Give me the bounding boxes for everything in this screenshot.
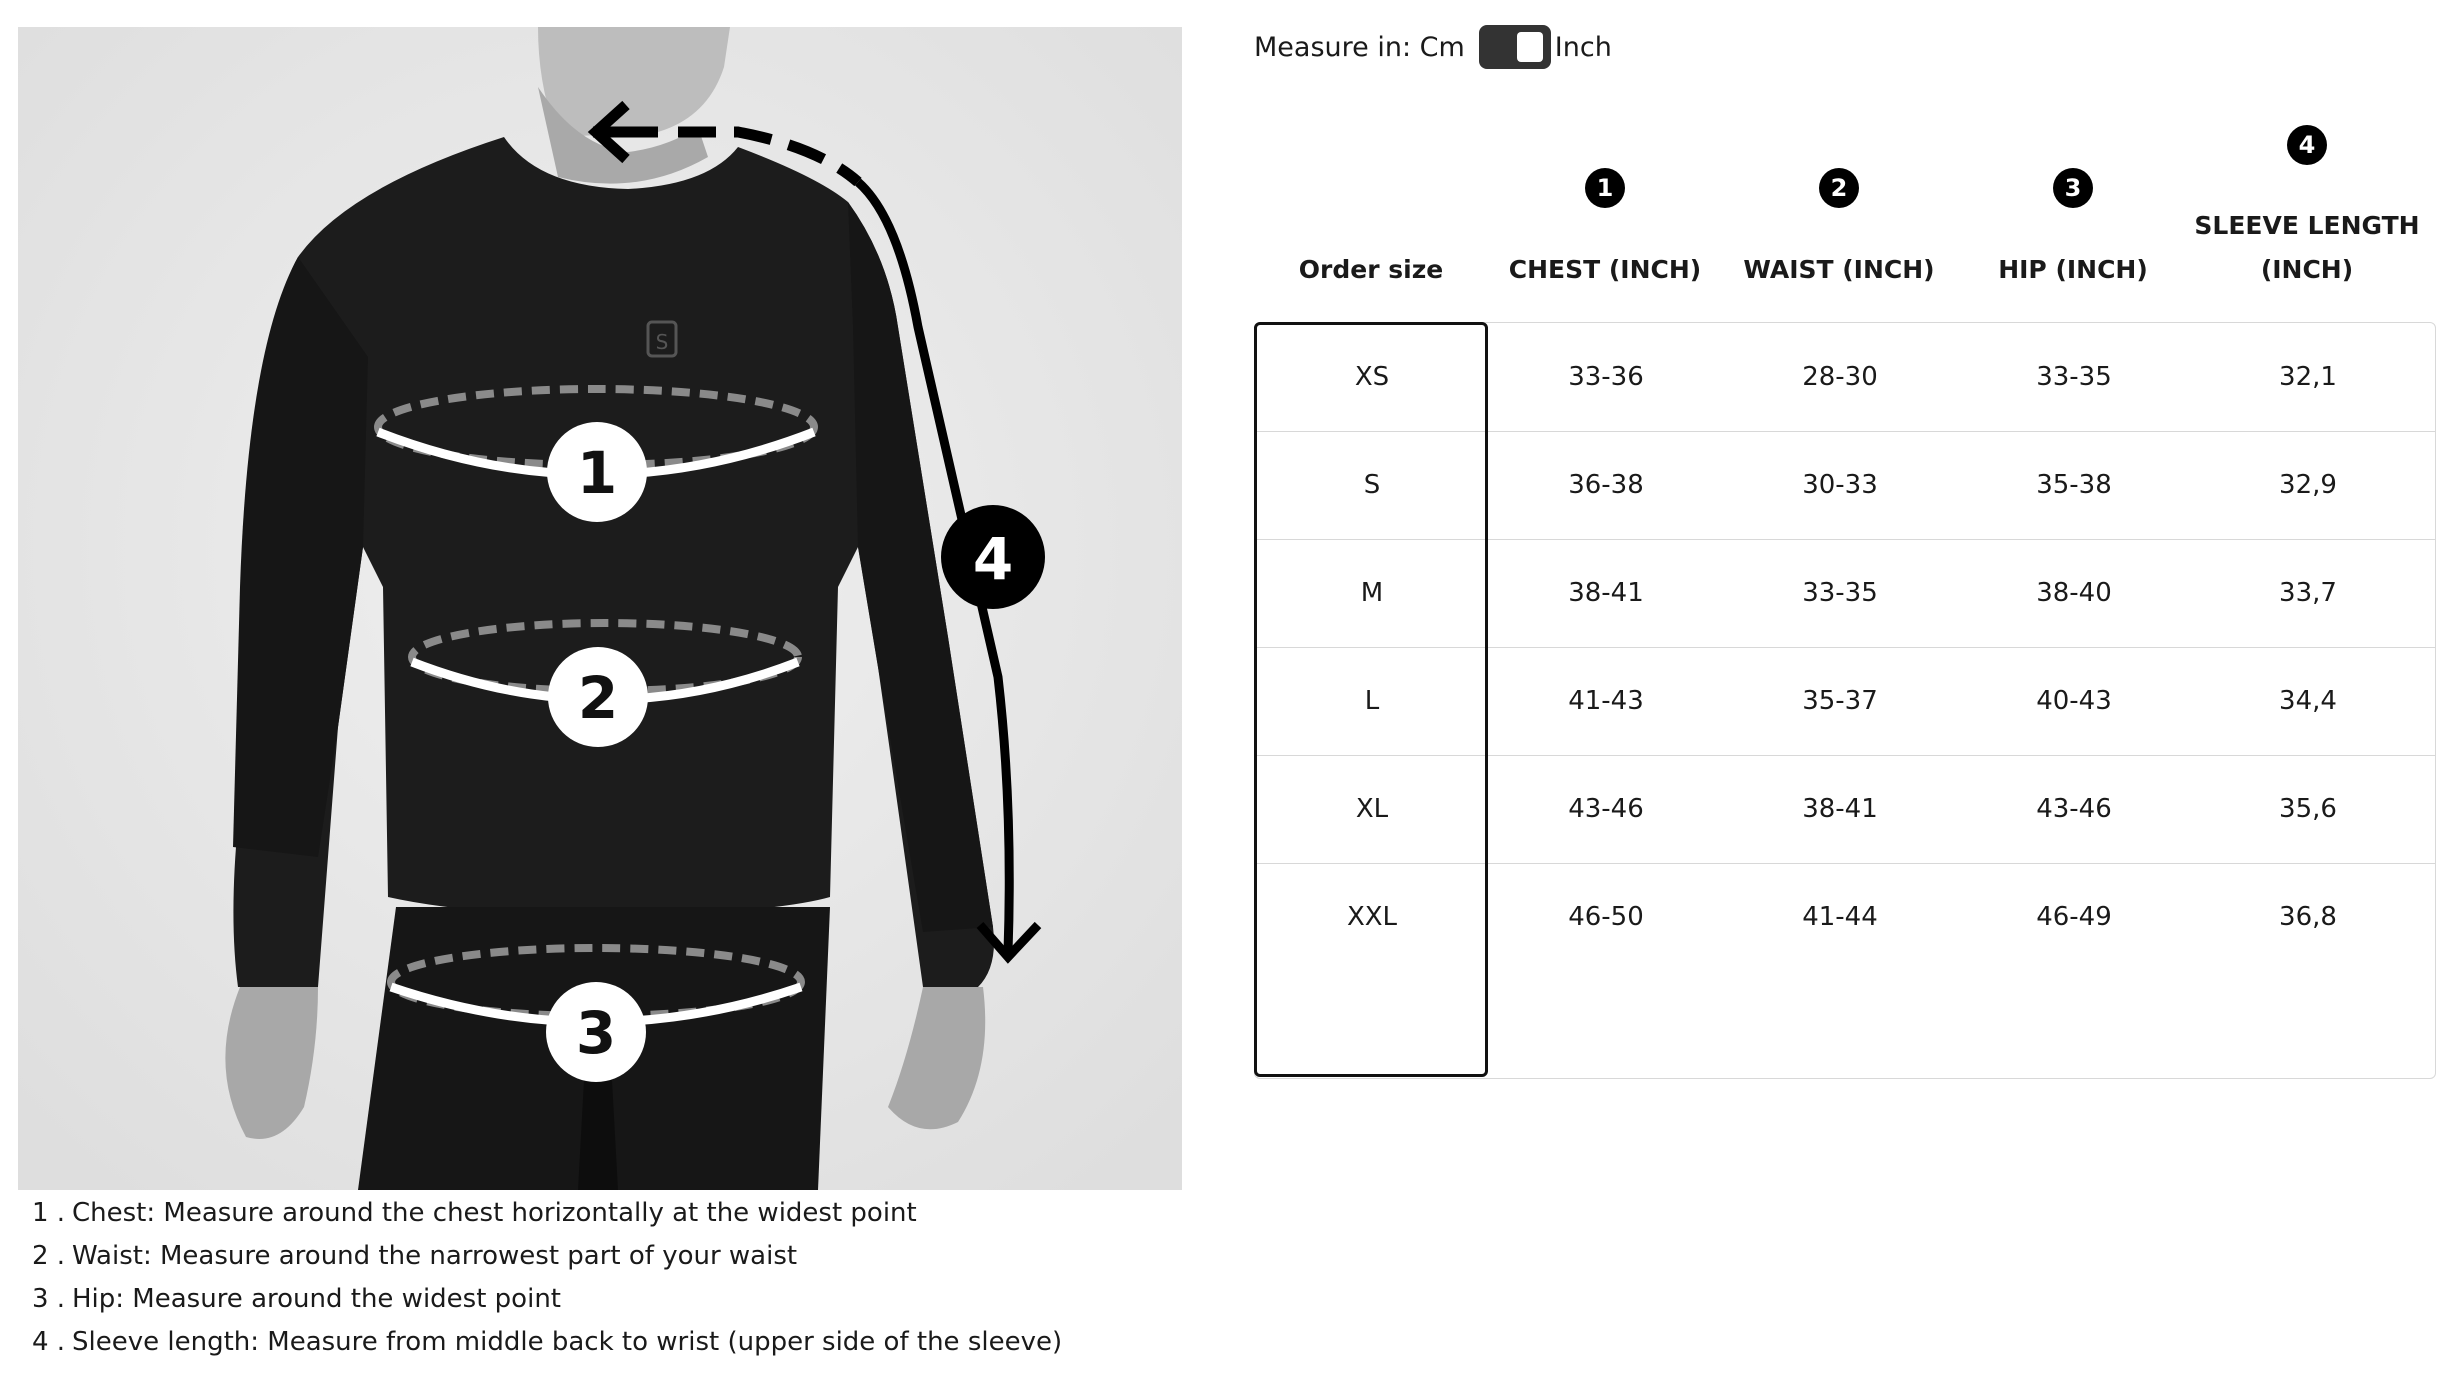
sleeve-number-badge: 4 [2287,125,2327,165]
sleeve-cell: 34,4 [2279,686,2337,716]
waist-cell: 38-41 [1802,794,1878,824]
size-cell: XS [1354,362,1390,392]
table-row [1255,647,2435,756]
chest-cell: 41-43 [1568,686,1644,716]
measurement-instructions [32,1192,1062,1364]
hip-cell: 38-40 [2036,578,2112,608]
table-row [1255,323,2435,432]
marker-chest [547,422,647,522]
unit-label-inch: Inch [1554,31,1612,63]
svg-text:4: 4 [972,525,1014,593]
waist-cell: 30-33 [1802,470,1878,500]
svg-text:3: 3 [575,999,617,1067]
table-row [1255,863,2435,971]
sleeve-cell: 36,8 [2279,902,2337,932]
hip-number-badge: 3 [2053,168,2093,208]
sleeve-header-line1: SLEEVE LENGTH [2194,211,2420,240]
column-header-waist: 2 WAIST (INCH) [1722,110,1956,322]
column-header-chest: 1 CHEST (INCH) [1488,110,1722,322]
sleeve-cell: 33,7 [2279,578,2337,608]
size-guide-illustration [18,27,1182,1190]
column-header-sleeve-length [2190,110,2424,322]
chest-cell: 33-36 [1568,362,1644,392]
chest-cell: 43-46 [1568,794,1644,824]
size-cell: XL [1355,794,1389,824]
svg-text:S: S [655,330,669,354]
chest-number-badge: 1 [1585,168,1625,208]
sleeve-cell: 32,9 [2279,470,2337,500]
waist-cell: 33-35 [1802,578,1878,608]
waist-cell: 41-44 [1802,902,1878,932]
size-cell: L [1364,686,1380,716]
marker-hip [546,982,646,1082]
table-header [1254,110,2434,322]
waist-cell: 35-37 [1802,686,1878,716]
hip-cell: 43-46 [2036,794,2112,824]
chest-cell: 36-38 [1568,470,1644,500]
marker-waist [548,647,648,747]
instruction-item: 1 . Chest: Measure around the chest horizontally at the widest point [32,1198,917,1228]
chest-cell: 38-41 [1568,578,1644,608]
unit-toggle-switch[interactable] [1479,25,1551,69]
instruction-item: 4 . Sleeve length: Measure from middle back to wrist (upper side of the sleeve) [32,1327,1063,1357]
chest-cell: 46-50 [1568,902,1644,932]
column-header-order-size: Order size [1298,255,1444,284]
size-chart-table [1254,110,2434,932]
hip-cell: 33-35 [2036,362,2112,392]
table-row [1255,539,2435,648]
sleeve-header-line2: (INCH) [2260,255,2354,284]
marker-sleeve [941,505,1045,609]
unit-label-cm: Measure in: Cm [1254,31,1465,63]
svg-text:2: 2 [577,664,619,732]
svg-text:1: 1 [576,439,618,507]
table-row [1255,755,2435,864]
size-cell: S [1363,470,1381,500]
waist-number-badge: 2 [1819,168,1859,208]
toggle-knob [1517,32,1543,62]
hip-cell: 46-49 [2036,902,2112,932]
unit-selector [1254,22,1612,72]
hip-cell: 40-43 [2036,686,2112,716]
size-cell: XXL [1346,902,1398,932]
instruction-item: 3 . Hip: Measure around the widest point [32,1284,561,1314]
instruction-item: 2 . Waist: Measure around the narrowest part of your waist [32,1241,798,1271]
table-body [1254,322,2436,1079]
waist-cell: 28-30 [1802,362,1878,392]
column-header-hip: 3 HIP (INCH) [1956,110,2190,322]
hip-cell: 35-38 [2036,470,2112,500]
table-row [1255,431,2435,540]
sleeve-cell: 32,1 [2279,362,2337,392]
sleeve-cell: 35,6 [2279,794,2337,824]
size-cell: M [1360,578,1384,608]
